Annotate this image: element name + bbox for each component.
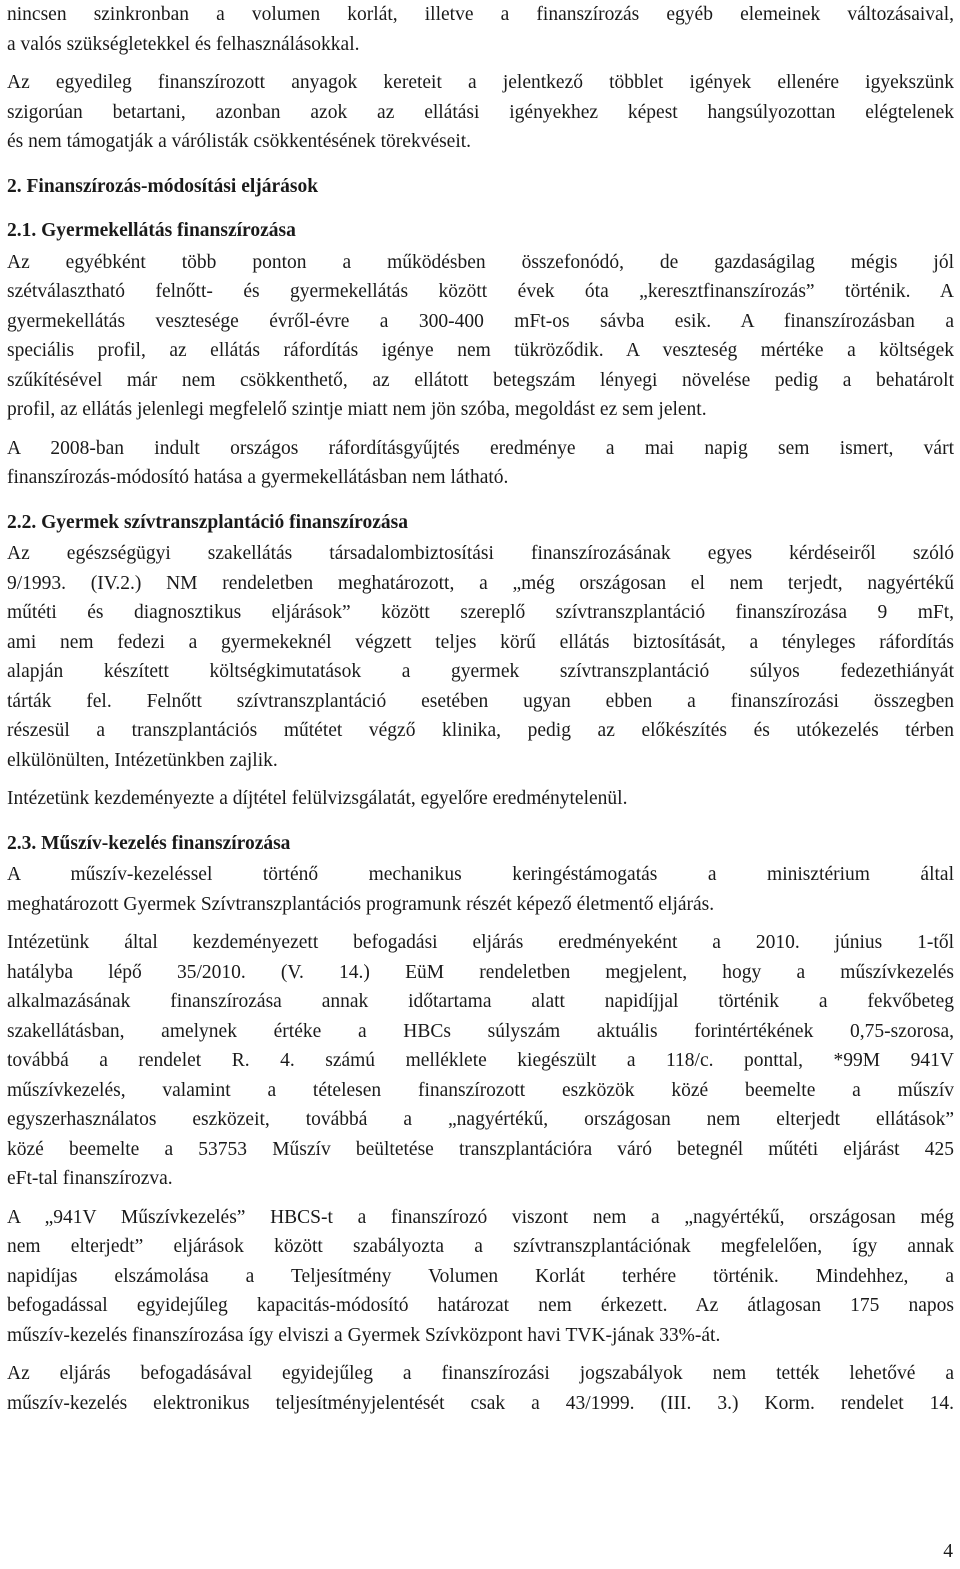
text-line: A „941V Műszívkezelés” HBCS-t a finanszírozó viszont nem a „nagyértékű, országosan még xyxy=(7,1206,954,1228)
text-line: Az eljárás befogadásával egyidejűleg a finanszírozási jogszabályok nem tették lehetővé a xyxy=(7,1363,954,1384)
text-line: napidíjas elszámolása a Teljesítmény Volumen Korlát terhére történik. Mindehhez, a xyxy=(7,1265,954,1287)
text-line: hatályba lépő 35/2010. (V. 14.) EüM rendeletben megjelent, hogy a műszívkezelés xyxy=(7,961,954,983)
text-line: Az egészségügyi szakellátás társadalombiztosítási finanszírozásának egyes kérdéseiről szóló xyxy=(7,543,954,564)
text-line: a valós szükségletekkel és felhasználásokkal. xyxy=(7,33,360,55)
text-line: műszívkezelés, valamint a tételesen finanszírozott eszközök közé beemelte a műszív xyxy=(7,1079,954,1101)
text-line: Intézetünk által kezdeményezett befogadási eljárás eredményeként a 2010. június 1-től xyxy=(7,932,954,953)
section-heading: 2.3. Műszív-kezelés finanszírozása xyxy=(7,832,291,854)
text-line: alapján készített költségkimutatások a gyermek szívtranszplantáció súlyos fedezethiányát xyxy=(7,661,954,682)
paragraph xyxy=(7,68,954,157)
paragraph xyxy=(7,928,954,1194)
paragraph xyxy=(7,539,954,775)
section-heading: 2.1. Gyermekellátás finanszírozása xyxy=(7,220,296,241)
text-line: A 2008-ban indult országos ráfordításgyűjtés eredménye a mai napig sem ismert, várt xyxy=(7,437,954,459)
paragraph xyxy=(7,1359,954,1418)
text-line: Az egyébként több ponton a működésben összefonódó, de gazdaságilag mégis jól xyxy=(7,251,954,273)
text-line: Intézetünk kezdeményezte a díjtétel felülvizsgálatát, egyelőre eredménytelenül. xyxy=(7,788,628,809)
text-line: műszív-kezelés elektronikus teljesítményjelentését csak a 43/1999. (III. 3.) Korm. rendelet 14. xyxy=(7,1392,954,1414)
text-line: szakellátásban, amelynek értéke a HBCs súlyszám aktuális forintértékének 0,75-szorosa, xyxy=(7,1020,954,1042)
text-line: szigorúan betartani, azonban azok az ellátási igényekhez képest hangsúlyozottan elégtelenek xyxy=(7,101,954,123)
text-line: egyszerhasználatos eszközeit, továbbá a „nagyértékű, országosan nem elterjedt ellátások” xyxy=(7,1109,954,1130)
text-line: eFt-tal finanszírozva. xyxy=(7,1168,173,1189)
text-line: finanszírozás-módosító hatása a gyermekellátásban nem látható. xyxy=(7,467,509,488)
text-line: Az egyedileg finanszírozott anyagok kereteit a jelentkező többlet igények ellenére igyekszünk xyxy=(7,72,954,93)
text-line: műszív-kezelés finanszírozása így elviszi a Gyermek Szívközpont havi TVK-jának 33%-át. xyxy=(7,1324,721,1346)
paragraph xyxy=(7,784,954,814)
text-line: ami nem fedezi a gyermekeknél végzett teljes körű ellátás biztosítását, a tényleges ráfordítás xyxy=(7,631,954,653)
paragraph xyxy=(7,248,954,425)
section-heading: 2.2. Gyermek szívtranszplantáció finanszírozása xyxy=(7,511,408,533)
paragraph xyxy=(7,860,954,919)
text-line: A műszív-kezeléssel történő mechanikus keringéstámogatás a minisztérium által xyxy=(7,864,954,885)
text-line: speciális profil, az ellátás ráfordítás igénye nem tükröződik. A veszteség mértéke a költségek xyxy=(7,340,954,361)
text-line: tárták fel. Felnőtt szívtranszplantáció esetében ugyan ebben a finanszírozási összegben xyxy=(7,690,954,712)
text-line: profil, az ellátás jelenlegi megfelelő szintje miatt nem jön szóba, megoldást ez sem jelent. xyxy=(7,399,707,420)
text-line: alkalmazásának finanszírozása annak időtartama alatt napidíjjal történik a fekvőbeteg xyxy=(7,991,954,1012)
page-number: 4 xyxy=(943,1541,953,1562)
paragraph xyxy=(7,434,954,493)
text-line: szétválasztható felnőtt- és gyermekellátás között évek óta „keresztfinanszírozás” történik. A xyxy=(7,281,954,302)
text-line: részesül a transzplantációs műtétet végző klinika, pedig az előkészítés és utókezelés térben xyxy=(7,720,954,741)
text-line: szűkítésével már nem csökkenthető, az ellátott betegszám lényegi növelése pedig a behatárolt xyxy=(7,369,954,391)
paragraph xyxy=(7,1203,954,1351)
text-line: elkülönülten, Intézetünkben zajlik. xyxy=(7,749,278,771)
text-line: és nem támogatják a várólisták csökkentésének törekvéseit. xyxy=(7,131,472,152)
text-line: befogadással egyidejűleg kapacitás-módosító határozat nem érkezett. Az átlagosan 175 napos xyxy=(7,1295,954,1316)
text-line: 9/1993. (IV.2.) NM rendeletben meghatározott, a „még országosan el nem terjedt, nagyértékű xyxy=(7,572,954,594)
text-line: továbbá a rendelet R. 4. számú melléklete kiegészült a 118/c. ponttal, *99M 941V xyxy=(7,1050,954,1071)
text-line: közé beemelte a 53753 Műszív beültetése transzplantációra váró betegnél műtéti eljárást 425 xyxy=(7,1138,954,1160)
text-line: nincsen szinkronban a volumen korlát, illetve a finanszírozás egyéb elemeinek változásaival, xyxy=(7,4,954,25)
text-line: műtéti és diagnosztikus eljárások” között szereplő szívtranszplantáció finanszírozása 9 mFt, xyxy=(7,602,954,623)
section-heading: 2. Finanszírozás-módosítási eljárások xyxy=(7,175,319,197)
text-line: nem elterjedt” eljárások között szabályozta a szívtranszplantációnak megfelelően, így annak xyxy=(7,1236,954,1257)
paragraph xyxy=(7,0,954,59)
text-line: gyermekellátás vesztesége évről-évre a 300-400 mFt-os sávba esik. A finanszírozásban a xyxy=(7,310,954,332)
text-line: meghatározott Gyermek Szívtranszplantációs programunk részét képező életmentő eljárás. xyxy=(7,893,715,915)
document-page xyxy=(7,0,954,1418)
